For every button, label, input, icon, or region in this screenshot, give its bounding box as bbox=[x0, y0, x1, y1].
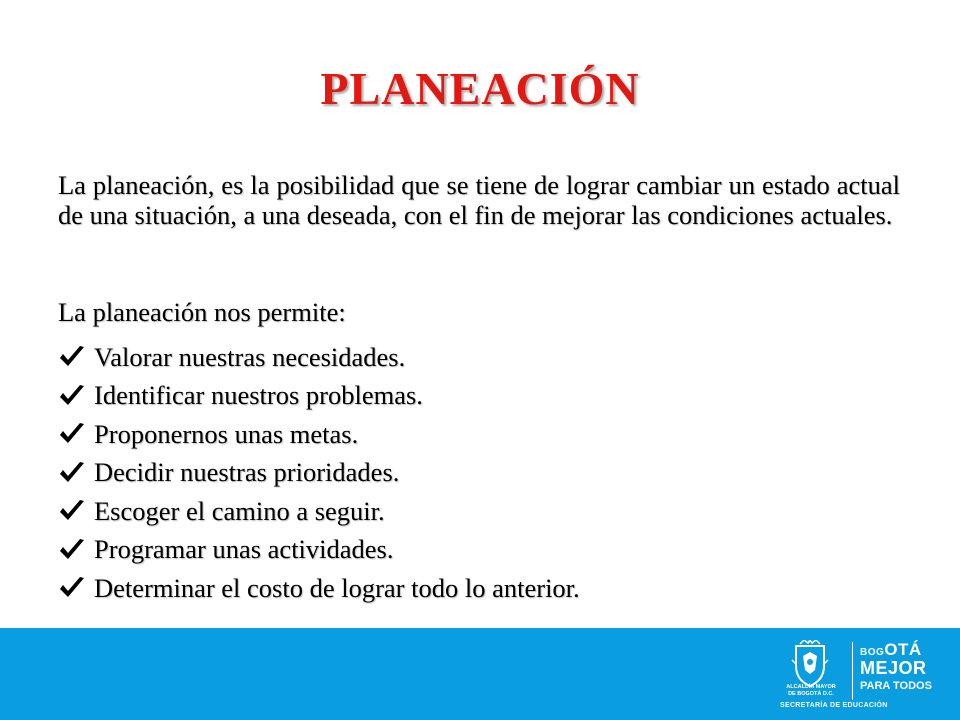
list-item bbox=[58, 531, 580, 570]
list-item-label: Programar unas actividades. bbox=[94, 534, 394, 565]
intro-paragraph: La planeación, es la posibilidad que se tiene de lograr cambiar un estado actual de una situación, a una deseada, con el fin de mejorar las condiciones actuales. bbox=[58, 170, 900, 230]
bogota-logo bbox=[780, 628, 960, 720]
footer-bar bbox=[0, 628, 960, 720]
logo-divider bbox=[852, 642, 853, 700]
checkmark-icon bbox=[58, 344, 86, 370]
slide-title: PLANEACIÓN bbox=[320, 63, 640, 114]
list-item bbox=[58, 569, 580, 608]
list-item-label: Identificar nuestros problemas. bbox=[94, 380, 423, 411]
mejor-wordmark: MEJOR bbox=[860, 658, 927, 678]
bogota-prefix: BOG bbox=[860, 647, 885, 658]
checkmark-icon bbox=[58, 575, 86, 601]
alcaldia-label: ALCALDÍA MAYOR DE BOGOTÁ D.C. bbox=[786, 684, 836, 697]
checkmark-icon bbox=[58, 421, 86, 447]
list-lead: La planeación nos permite: bbox=[58, 297, 346, 327]
checkmark-icon bbox=[58, 460, 86, 486]
checkmark-icon bbox=[58, 537, 86, 563]
coat-of-arms-icon bbox=[790, 640, 830, 690]
list-item bbox=[58, 454, 580, 493]
list-item-label: Valorar nuestras necesidades. bbox=[94, 341, 406, 372]
bogota-suffix: OTÁ bbox=[884, 640, 922, 659]
benefits-list bbox=[58, 338, 580, 608]
list-item bbox=[58, 415, 580, 454]
list-item-label: Determinar el costo de lograr todo lo anterior. bbox=[94, 572, 580, 603]
checkmark-icon bbox=[58, 383, 86, 409]
para-todos-wordmark: PARA TODOS bbox=[860, 680, 932, 692]
list-item-label: Escoger el camino a seguir. bbox=[94, 495, 385, 526]
list-item bbox=[58, 377, 580, 416]
list-item-label: Decidir nuestras prioridades. bbox=[94, 457, 400, 488]
checkmark-icon bbox=[58, 498, 86, 524]
list-item bbox=[58, 338, 580, 377]
secretaria-label: SECRETARÍA DE EDUCACIÓN bbox=[780, 702, 888, 709]
list-item-label: Proponernos unas metas. bbox=[94, 418, 359, 449]
list-item bbox=[58, 492, 580, 531]
